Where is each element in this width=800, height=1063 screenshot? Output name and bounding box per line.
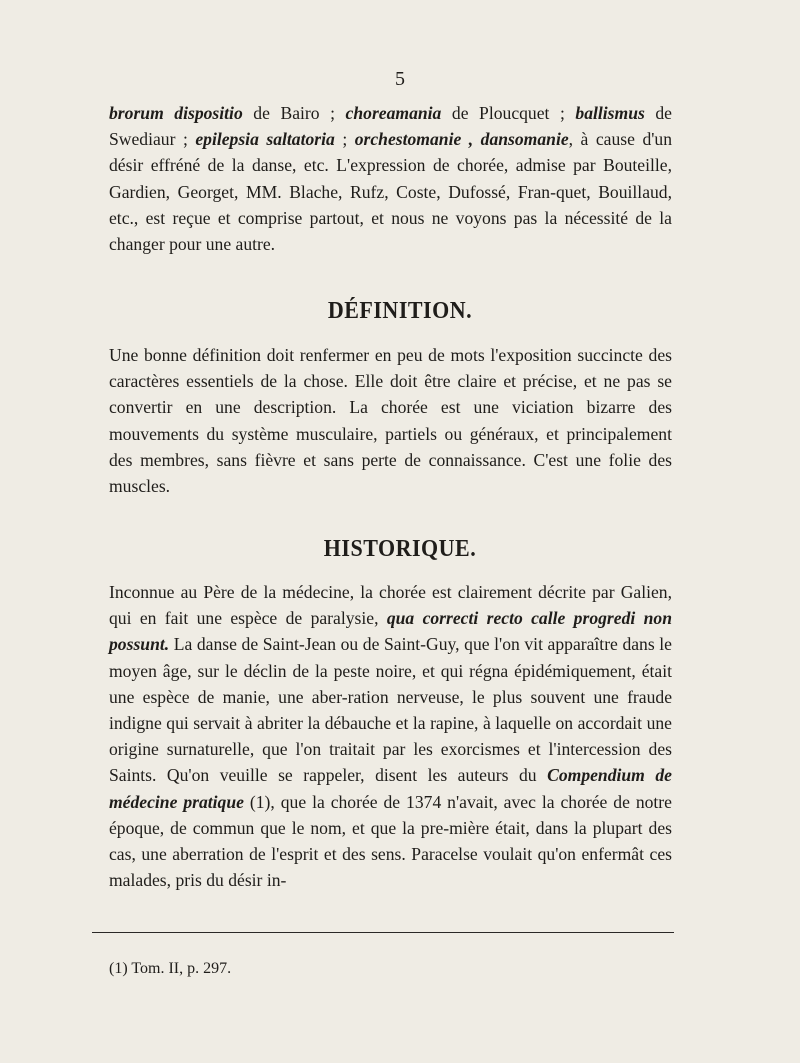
intro-italic-3: choreamania — [345, 103, 442, 123]
historique-italic-2: qua correcti recto calle progredi non possunt. — [109, 608, 672, 655]
intro-italic-9: orchestomanie , dansomanie — [354, 129, 569, 150]
historique-heading: HISTORIQUE. — [323, 533, 477, 562]
intro-italic-5: ballismus — [575, 103, 645, 123]
footnote-divider — [92, 932, 674, 933]
historique-text-3: La danse de Saint-Jean ou de Saint-Guy, que l'on vit apparaître dans le moyen âge, sur le déclin de la peste noire, et qui régna épidémiquement, était une espèce de manie, une aber-ration nerveuse, le plus souvent une fraude indigne qui servait à abriter la débauche et la rapine, à laquelle on accordait une origine surnaturelle, que l'on traitait par les exorcismes et l'intercession des Saints. Qu'on veuille se rappeler, disent les auteurs du — [109, 634, 672, 786]
historique-text-5: (1), que la chorée de 1374 n'avait, avec la chorée de notre époque, de commun que le nom, et que la pre-mière était, dans la plupart des cas, une aberration de l'esprit et des sens. Paracelse voulait qu'on enfermât ces malades, pris du désir in- — [109, 791, 672, 891]
historique-text-1: Inconnue au Père de la médecine, la chorée est clairement décrite par Galien, qui en fait une espèce de paralysie, — [109, 582, 672, 629]
definition-section — [109, 342, 672, 499]
definition-heading: DÉFINITION. — [327, 295, 473, 324]
historique-italic-4: Compendium de médecine pratique — [109, 765, 672, 812]
intro-text-4: de Ploucquet ; — [441, 103, 576, 123]
intro-text-10: , à cause d'un désir effréné de la danse, etc. L'expression de chorée, admise par Bouteille, Gardien, Georget, MM. Blache, Rufz, Coste, Dufossé, Fran-quet, Bouillaud, etc., est reçue et comprise partout, et nous ne voyons pas la nécessité de la changer pour une autre. — [109, 129, 672, 255]
definition-text: Une bonne définition doit renfermer en peu de mots l'exposition succincte des caractères essentiels de la chose. Elle doit être claire et précise, et ne pas se convertir en une description. La chorée est une viciation bizarre des mouvements du système musculaire, partiels ou généraux, et principalement des membres, sans fièvre et sans perte de connaissance. C'est une folie des muscles. — [109, 345, 672, 497]
page-number: 5 — [395, 68, 405, 90]
intro-text-2: de Bairo ; — [242, 103, 346, 123]
intro-text-6: de Swediaur ; — [109, 103, 672, 150]
intro-italic-1: brorum dispositio — [109, 103, 243, 123]
intro-italic-7: epilepsia saltatoria — [195, 129, 335, 150]
intro-text — [109, 100, 672, 257]
intro-paragraph — [109, 100, 672, 257]
intro-text-8: ; — [334, 129, 355, 150]
footnote: (1) Tom. II, p. 297. — [109, 960, 232, 977]
historique-section — [109, 579, 672, 893]
historique-text — [109, 579, 672, 893]
